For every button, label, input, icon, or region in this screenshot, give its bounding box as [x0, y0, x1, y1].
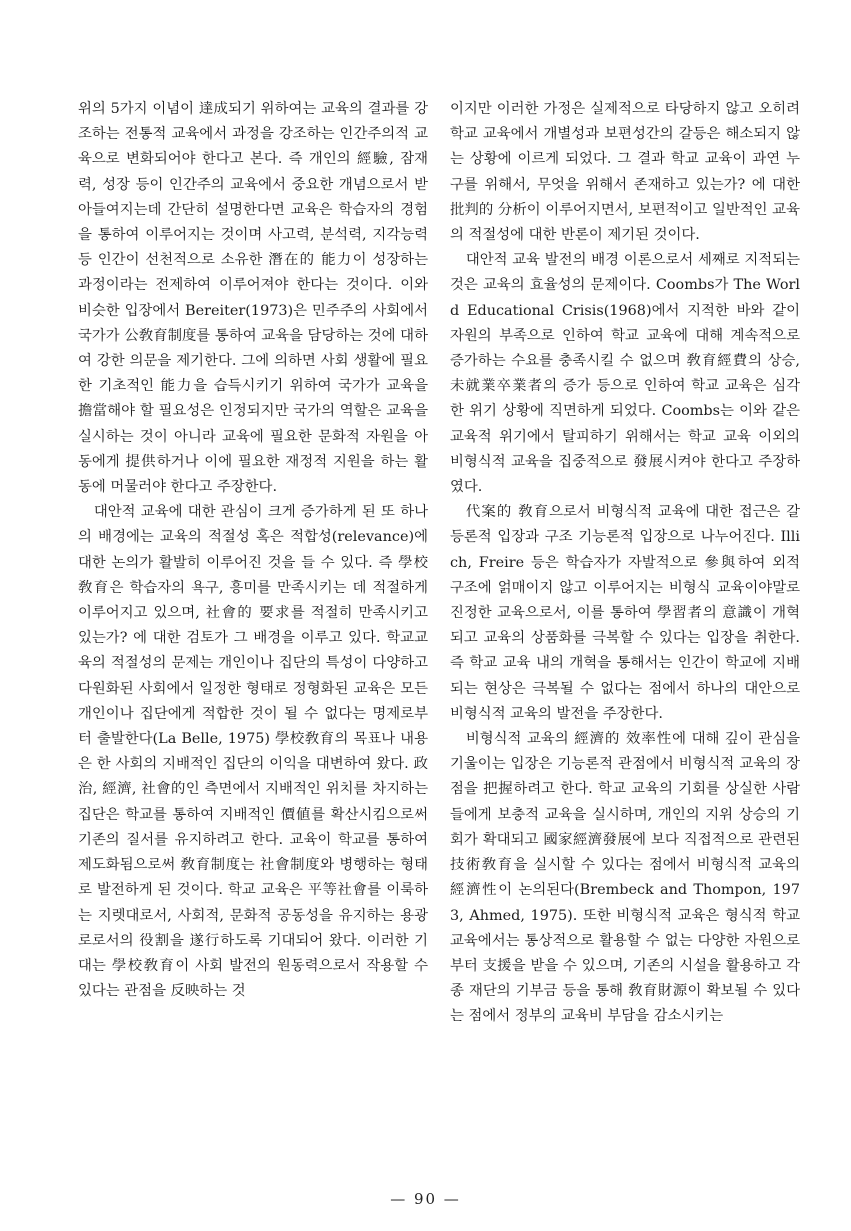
paragraph: 代案的 敎育으로서 비형식적 교육에 대한 접근은 갈등론적 입장과 구조 기능론적 입장으로 나누어진다. Illich, Freire 등은 학습자가 자발적으로 參與하여 외적 구조에 얽매이지 않고 이루어지는 비형식 교육이야말로 진정한 교육으로서, 이를 통하여 學習者의 意識이 개혁되고 교육의 상품화를 극복할 수 있다는 입장을 취한다. 즉 학교 교육 내의 개혁을 통해서는 인간이 학교에 지배되는 현상은 극복될 수 없다는 점에서 하나의 대안으로 비형식적 교육의 발전을 주장한다. [450, 504, 800, 722]
paragraph: 대안적 교육 발전의 배경 이론으로서 세째로 지적되는 것은 교육의 효율성의 문제이다. Coombs가 The World Educational Crisis(1968)에서 지적한 바와 같이 자원의 부족으로 인하여 학교 교육에 대해 계속적으로 증가하는 수요를 충족시킬 수 없으며 敎育經費의 상승, 未就業卒業者의 증가 등으로 인하여 학교 교육은 심각한 위기 상황에 직면하게 되었다. Coombs는 이와 같은 교육적 위기에서 탈피하기 위해서는 학교 교육 이외의 비형식적 교육을 집중적으로 發展시켜야 한다고 주장하였다. [450, 252, 800, 496]
paragraph: 위의 5가지 이념이 達成되기 위하여는 교육의 결과를 강조하는 전통적 교육에서 과정을 강조하는 인간주의적 교육으로 변화되어야 한다고 본다. 즉 개인의 經驗, 잠재력, 성장 등이 인간주의 교육에서 중요한 개념으로서 받아들여지는데 간단히 설명한다면 교육은 학습자의 경험을 통하여 이루어지는 것이며 사고력, 분석력, 지각능력 등 인간이 선천적으로 소유한 潛在的 能力이 성장하는 과정이라는 전제하여 이루어져야 한다는 것이다. 이와 비슷한 입장에서 Bereiter(1973)은 민주주의 사회에서 국가가 公敎育制度를 통하여 교육을 담당하는 것에 대하여 강한 의문을 제기한다. 그에 의하면 사회 생활에 필요한 기초적인 能力을 습득시키기 위하여 국가가 교육을 擔當해야 할 필요성은 인정되지만 국가의 역할은 교육을 실시하는 것이 아니라 교육에 필요한 문화적 자원을 아동에게 提供하거나 이에 필요한 재정적 지원을 하는 활동에 머물러야 한다고 주장한다. [78, 101, 428, 496]
page-number: — 90 — [390, 1190, 461, 1208]
paragraph: 비형식적 교육의 經濟的 效率性에 대해 깊이 관심을 기울이는 입장은 기능론적 관점에서 비형식적 교육의 장점을 把握하려고 한다. 학교 교육의 기회를 상실한 사람들에게 보충적 교육을 실시하며, 개인의 지위 상승의 기회가 확대되고 國家經濟發展에 보다 직접적으로 관련된 技術敎育을 실시할 수 있다는 점에서 비형식적 교육의 經濟性이 논의된다(Brembeck and Thompon, 1973, Ahmed, 1975). 또한 비형식적 교육은 형식적 학교 교육에서는 통상적으로 활용할 수 없는 다양한 자원으로부터 支援을 받을 수 있으며, 기존의 시설을 활용하고 각종 재단의 기부금 등을 통해 敎育財源이 확보될 수 있다는 점에서 정부의 교육비 부담을 감소시키는 [450, 731, 800, 1025]
right-column [450, 97, 800, 1187]
paragraph: 대안적 교육에 대한 관심이 크게 증가하게 된 또 하나의 배경에는 교육의 적절성 혹은 적합성(relevance)에 대한 논의가 활발히 이루어진 것을 들 수 있다. 즉 學校敎育은 학습자의 욕구, 흥미를 만족시키는 데 적절하게 이루어지고 있으며, 社會的 要求를 적절히 만족시키고 있는가? 에 대한 검토가 그 배경을 이루고 있다. 학교교육의 적절성의 문제는 개인이나 집단의 특성이 다양하고 다원화된 사회에서 일정한 형태로 정형화된 교육은 모든 개인이나 집단에게 적합한 것이 될 수 없다는 명제로부터 출발한다(La Belle, 1975) 學校敎育의 목표나 내용은 한 사회의 지배적인 집단의 이익을 대변하여 왔다. 政治, 經濟, 社會的인 측면에서 지배적인 위치를 차지하는 집단은 학교를 통하여 지배적인 價値를 확산시킴으로써 기존의 질서를 유지하려고 한다. 교육이 학교를 통하여 제도화됨으로써 敎育制度는 社會制度와 병행하는 형태로 발전하게 된 것이다. 학교 교육은 平等社會를 이룩하는 지렛대로서, 사회적, 문화적 공동성을 유지하는 용광로로서의 役割을 遂行하도록 기대되어 왔다. 이러한 기대는 學校敎育이 사회 발전의 원동력으로서 작용할 수 있다는 관점을 反映하는 것 [78, 504, 428, 1000]
paragraph: 이지만 이러한 가정은 실제적으로 타당하지 않고 오히려 학교 교육에서 개별성과 보편성간의 갈등은 해소되지 않는 상황에 이르게 되었다. 그 결과 학교 교육이 과연 누구를 위해서, 무엇을 위해서 존재하고 있는가? 에 대한 批判的 分析이 이루어지면서, 보편적이고 일반적인 교육의 적절성에 대한 반론이 제기된 것이다. [450, 101, 800, 244]
left-column [78, 97, 428, 1187]
